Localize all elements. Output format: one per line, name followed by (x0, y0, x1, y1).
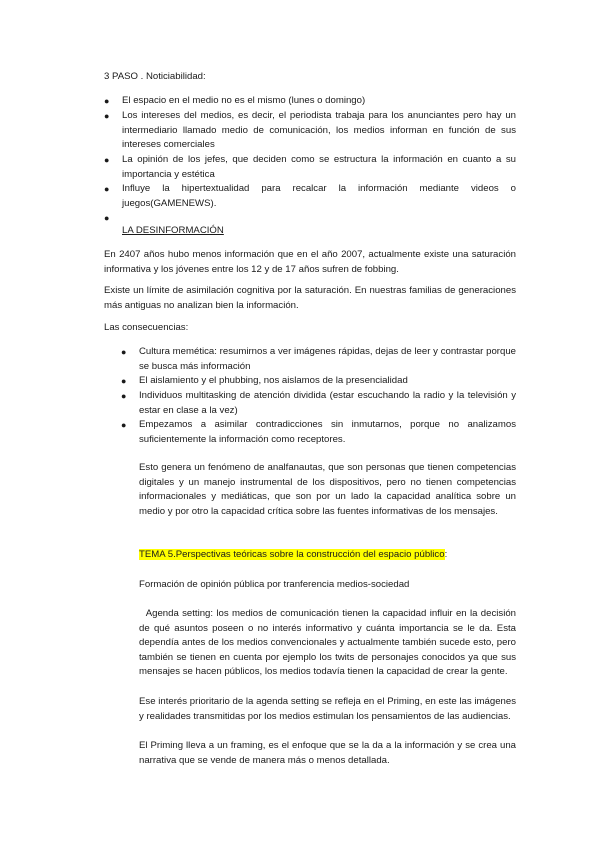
list-item: La opinión de los jefes, que deciden como se estructura la información en cuanto a su importancia y estética (122, 154, 516, 180)
list-item: Empezamos a asimilar contradicciones sin inmutarnos, porque no analizamos suficientemente la información como receptores. (139, 419, 516, 445)
paragraph-agenda-setting: Agenda setting: los medios de comunicación tienen la capacidad influir en la decisión de qué asuntos poseen o no interés informativo y cuánta importancia se le da. Esta dependía antes de los medios convencionales y actualmente también sucede esto, pero también se tienen en cuenta por ejemplo los twits de personajes conocidos ya que sus mensajes se hacen públicos, los medios todavía tienen la capacidad de crear la gente. (139, 608, 519, 678)
consecuencias-label: Las consecuencias: (104, 322, 189, 333)
list-item: El espacio en el medio no es el mismo (lunes o domingo) (122, 95, 366, 106)
bullet-icon: ● (104, 184, 110, 194)
paragraph: Existe un límite de asimilación cognitiva por la saturación. En nuestras familias de generaciones más antiguas no analizan bien la información. (104, 285, 516, 311)
paragraph: Esto genera un fenómeno de analfanautas, que son personas que tienen competencias digitales y un manejo instrumental de los dispositivos, pero no tienen competencias informacionales y mediáticas, que son por un lado la capacidad analítica sobre un medio y por otro la capacidad crítica sobre las fuentes informativas de los mensajes. (139, 462, 516, 517)
tema5-subtitle: Formación de opinión pública por tranferencia medios-sociedad (139, 579, 410, 590)
list-item: Los intereses del medios, es decir, el periodista trabaja para los anunciantes pero hay un intermediario llamado medio de comunicación, los medios informan en función de sus intereses comerciales (122, 110, 516, 151)
tema5-title-highlighted: TEMA 5.Perspectivas teóricas sobre la construcción del espacio público (139, 549, 445, 560)
section-title-paso3: 3 PASO . Noticiabilidad: (104, 71, 206, 82)
bullet-icon: ● (121, 376, 127, 386)
paragraph-priming: Ese interés prioritario de la agenda setting se refleja en el Priming, en este las imágenes y realidades transmitidas por los medios estimulan los pensamientos de las audiencias. (139, 696, 516, 722)
paragraph: En 2407 años hubo menos información que en el año 2007, actualmente existe una saturación informativa y los jóvenes entre los 12 y de 17 años sufren de fobbing. (104, 249, 516, 275)
tema5-title-colon: : (444, 549, 448, 560)
paragraph-framing: El Priming lleva a un framing, es el enfoque que se la da a la información y se crea una narrativa que se vende de manera más o menos detallada. (139, 740, 516, 766)
tema5-title-line (139, 548, 516, 563)
bullet-icon: ● (104, 96, 110, 106)
list-item: Individuos multitasking de atención dividida (estar escuchando la radio y la televisión y estar en clase a la vez) (139, 390, 516, 416)
bullet-icon: ● (104, 213, 110, 223)
bullet-icon: ● (121, 391, 127, 401)
bullet-icon: ● (121, 347, 127, 357)
bullet-icon: ● (104, 111, 110, 121)
list-item: Influye la hipertextualidad para recalcar la información mediante videos o juegos(GAMENEWS). (122, 183, 516, 209)
bullet-icon: ● (121, 420, 127, 430)
section-heading-desinformacion: LA DESINFORMACIÓN (122, 225, 224, 236)
list-item: El aislamiento y el phubbing, nos aislamos de la presencialidad (139, 375, 408, 386)
bullet-icon: ● (104, 155, 110, 165)
list-item: Cultura memética: resumirnos a ver imágenes rápidas, dejas de leer y contrastar porque se busca más información (139, 346, 516, 372)
